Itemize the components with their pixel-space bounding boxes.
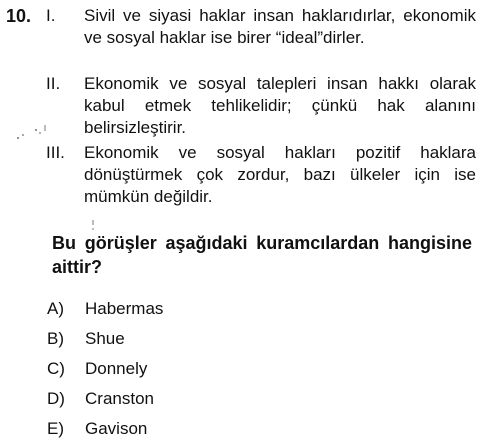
statement-text: Ekonomik ve sosyal hakları pozitif haklara dönüştürmek çok zordur, bazı ülkeler için ise mümkün değildir. [84, 143, 476, 206]
answer-options [47, 294, 163, 444]
option-text: Cranston [85, 389, 154, 408]
option-a[interactable] [47, 294, 163, 324]
option-letter: B) [47, 329, 64, 348]
option-letter: A) [47, 299, 64, 318]
option-d[interactable] [47, 384, 163, 414]
option-text: Gavison [85, 419, 148, 438]
option-letter: E) [47, 419, 64, 438]
option-e[interactable] [47, 414, 163, 444]
option-letter: C) [47, 359, 65, 378]
statement-3 [46, 142, 476, 208]
option-text: Habermas [85, 299, 164, 318]
statement-text: Sivil ve siyasi haklar insan haklarıdırlar, ekonomik ve sosyal haklar ise birer “ideal”dirler. [84, 6, 476, 47]
scan-speck-decoration [88, 218, 98, 232]
statement-1 [46, 5, 476, 49]
statement-numeral: I. [46, 6, 56, 25]
statement-text: Ekonomik ve sosyal talepleri insan hakkı olarak kabul etmek tehlikelidir; çünkü hak alanını belirsizleştirir. [84, 74, 476, 137]
option-b[interactable] [47, 324, 163, 354]
question-number: 10. [6, 6, 32, 26]
statement-numeral: II. [46, 74, 61, 93]
option-text: Donnely [85, 359, 148, 378]
option-letter: D) [47, 389, 65, 408]
scan-speck-decoration [14, 122, 54, 144]
option-text: Shue [85, 329, 125, 348]
statement-numeral: III. [46, 143, 65, 162]
statement-2 [46, 73, 476, 139]
question-prompt: Bu görüşler aşağıdaki kuramcılardan hangisine aittir? [52, 233, 472, 277]
option-c[interactable] [47, 354, 163, 384]
